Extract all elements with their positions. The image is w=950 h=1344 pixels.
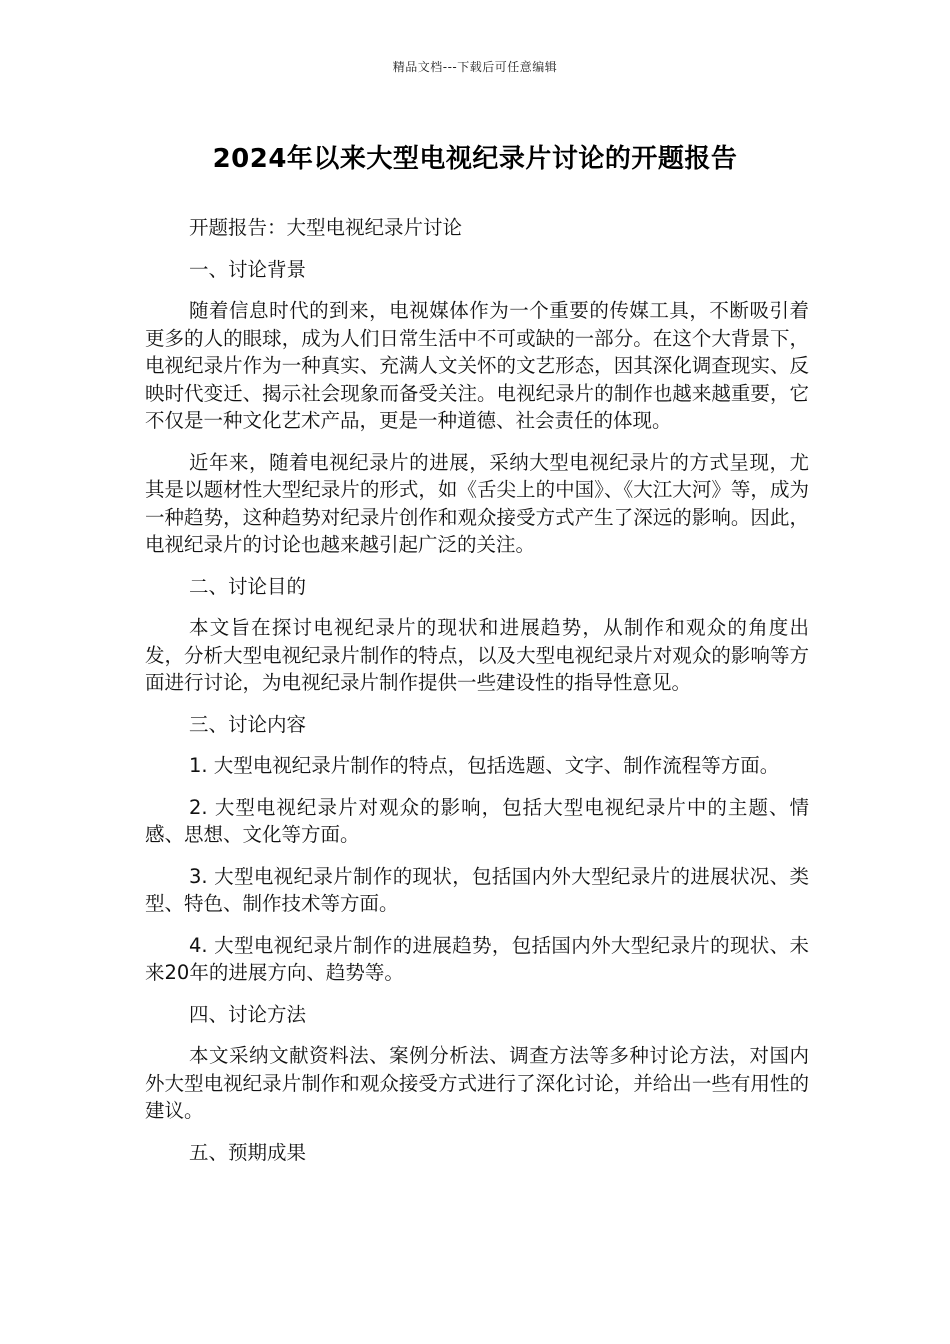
report-subtitle: 开题报告：大型电视纪录片讨论 — [189, 216, 463, 239]
section-heading-expected-results: 五、预期成果 — [189, 1140, 307, 1164]
body-paragraph: 近年来，随着电视纪录片的进展，采纳大型电视纪录片的方式呈现，尤其是以题材性大型纪录片的形式，如《舌尖上的中国》、《大江大河》等，成为一种趋势，这种趋势对纪录片创作和观众接受方式产生了深远的影响。因此，电视纪录片的讨论也越来越引起广泛的关注。 — [145, 450, 809, 556]
section-heading-content: 三、讨论内容 — [189, 712, 307, 736]
list-item: 4. 大型电视纪录片制作的进展趋势，包括国内外大型纪录片的现状、未来20年的进展方向、趋势等。 — [145, 933, 809, 984]
list-item: 3. 大型电视纪录片制作的现状，包括国内外大型纪录片的进展状况、类型、特色、制作技术等方面。 — [145, 864, 809, 915]
list-item: 2. 大型电视纪录片对观众的影响，包括大型电视纪录片中的主题、情感、思想、文化等方面。 — [145, 795, 809, 846]
body-paragraph: 本文旨在探讨电视纪录片的现状和进展趋势，从制作和观众的角度出发，分析大型电视纪录片制作的特点，以及大型电视纪录片对观众的影响等方面进行讨论，为电视纪录片制作提供一些建设性的指导性意见。 — [145, 616, 809, 694]
section-heading-method: 四、讨论方法 — [189, 1002, 307, 1026]
body-paragraph: 本文采纳文献资料法、案例分析法、调查方法等多种讨论方法，对国内外大型电视纪录片制作和观众接受方式进行了深化讨论，并给出一些有用性的建议。 — [145, 1044, 809, 1122]
document-body — [145, 214, 809, 1180]
body-paragraph: 随着信息时代的到来，电视媒体作为一个重要的传媒工具，不断吸引着更多的人的眼球，成为人们日常生活中不可或缺的一部分。在这个大背景下，电视纪录片作为一种真实、充满人文关怀的文艺形态，因其深化调查现实、反映时代变迁、揭示社会现象而备受关注。电视纪录片的制作也越来越重要，它不仅是一种文化艺术产品，更是一种道德、社会责任的体现。 — [145, 299, 809, 432]
section-heading-background: 一、讨论背景 — [189, 257, 307, 281]
section-heading-purpose: 二、讨论目的 — [189, 574, 307, 598]
page-header: 精品文档---下载后可任意编辑 — [392, 60, 558, 74]
document-title: 2024年以来大型电视纪录片讨论的开题报告 — [212, 144, 738, 174]
list-item: 1. 大型电视纪录片制作的特点，包括选题、文字、制作流程等方面。 — [189, 754, 780, 777]
